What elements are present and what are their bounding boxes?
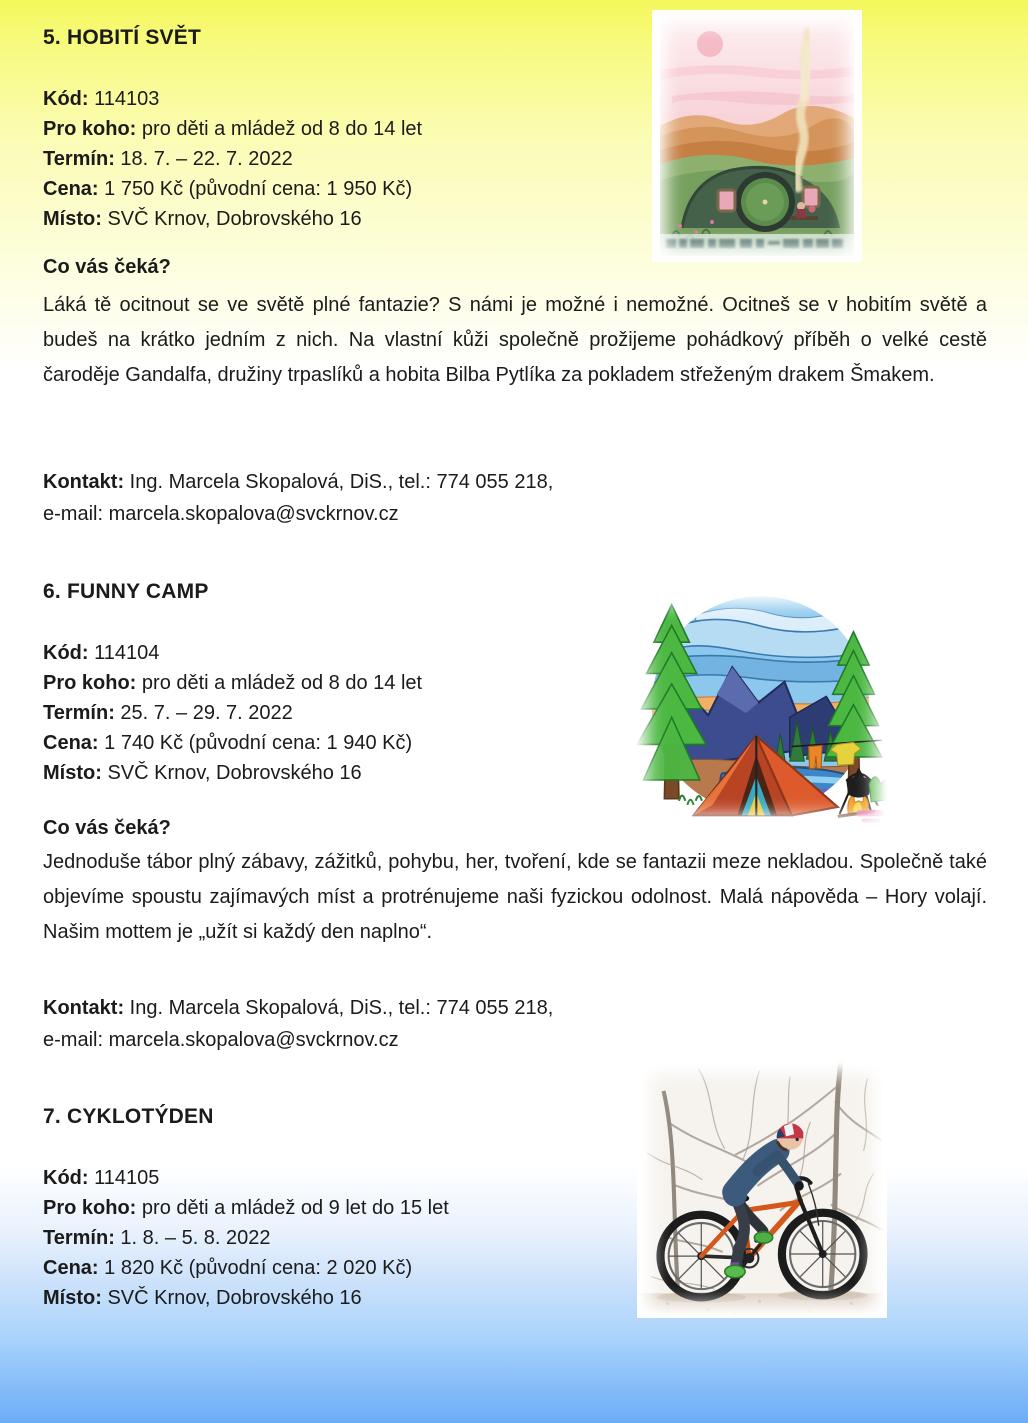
price-label: Cena: bbox=[43, 732, 99, 754]
for-whom-value: pro děti a mládež od 8 do 14 let bbox=[141, 118, 423, 140]
price-label: Cena: bbox=[43, 1257, 99, 1279]
contact-value: Ing. Marcela Skopalová, DiS., tel.: 774 055 218, bbox=[129, 997, 554, 1019]
detail-row-place bbox=[43, 1283, 449, 1313]
detail-row-term bbox=[43, 698, 422, 728]
code-value: 114105 bbox=[94, 1167, 160, 1189]
detail-row-code bbox=[43, 84, 422, 114]
section-5-contact bbox=[43, 466, 553, 530]
section-7-title: 7. CYKLOTÝDEN bbox=[43, 1105, 214, 1128]
section-7-details bbox=[43, 1163, 449, 1313]
code-value: 114104 bbox=[94, 642, 160, 664]
section-5-title: 5. HOBITÍ SVĚT bbox=[43, 26, 201, 49]
detail-row-term bbox=[43, 144, 422, 174]
contact-label: Kontakt: bbox=[43, 471, 125, 493]
place-value: SVČ Krnov, Dobrovského 16 bbox=[107, 762, 362, 784]
email-label: e-mail: bbox=[43, 1029, 104, 1051]
contact-label: Kontakt: bbox=[43, 997, 125, 1019]
term-value: 25. 7. – 29. 7. 2022 bbox=[120, 702, 293, 724]
contact-line bbox=[43, 466, 553, 498]
section-6-what-awaits-heading: Co vás čeká? bbox=[43, 817, 171, 839]
section-6-details bbox=[43, 638, 422, 788]
boy-on-bike-photo bbox=[637, 1060, 887, 1318]
contact-email-line bbox=[43, 1024, 553, 1056]
contact-email-line bbox=[43, 498, 553, 530]
code-value: 114103 bbox=[94, 88, 160, 110]
for-whom-label: Pro koho: bbox=[43, 672, 137, 694]
price-value: 1 820 Kč (původní cena: 2 020 Kč) bbox=[104, 1257, 413, 1279]
section-5-what-awaits-heading: Co vás čeká? bbox=[43, 256, 171, 278]
place-label: Místo: bbox=[43, 208, 102, 230]
code-label: Kód: bbox=[43, 642, 89, 664]
term-value: 18. 7. – 22. 7. 2022 bbox=[120, 148, 293, 170]
section-6-contact bbox=[43, 992, 553, 1056]
price-value: 1 740 Kč (původní cena: 1 940 Kč) bbox=[104, 732, 413, 754]
section-6-title: 6. FUNNY CAMP bbox=[43, 580, 209, 603]
for-whom-value: pro děti a mládež od 9 let do 15 let bbox=[141, 1197, 449, 1219]
for-whom-label: Pro koho: bbox=[43, 118, 137, 140]
section-5-details bbox=[43, 84, 422, 234]
place-label: Místo: bbox=[43, 762, 102, 784]
detail-row-price bbox=[43, 174, 422, 204]
place-label: Místo: bbox=[43, 1287, 102, 1309]
price-value: 1 750 Kč (původní cena: 1 950 Kč) bbox=[104, 178, 413, 200]
detail-row-place bbox=[43, 204, 422, 234]
email-value: marcela.skopalova@svckrnov.cz bbox=[108, 503, 399, 525]
place-value: SVČ Krnov, Dobrovského 16 bbox=[107, 1287, 362, 1309]
detail-row-place bbox=[43, 758, 422, 788]
contact-line bbox=[43, 992, 553, 1024]
detail-row-for-whom bbox=[43, 668, 422, 698]
detail-row-code bbox=[43, 1163, 449, 1193]
detail-row-price bbox=[43, 1253, 449, 1283]
price-label: Cena: bbox=[43, 178, 99, 200]
email-value: marcela.skopalova@svckrnov.cz bbox=[108, 1029, 399, 1051]
section-5-description: Láká tě ocitnout se ve světě plné fantazie? S námi je možné i nemožné. Ocitneš se v hobitím světě a budeš na krátko jedním z nich. Na vlastní kůži společně prožijeme pohádkový příběh o velké cestě čaroděje Gandalfa, družiny trpaslíků a hobita Bilba Pytlíka za pokladem střeženým drakem Šmakem. bbox=[43, 294, 987, 386]
email-label: e-mail: bbox=[43, 503, 104, 525]
for-whom-label: Pro koho: bbox=[43, 1197, 137, 1219]
code-label: Kód: bbox=[43, 88, 89, 110]
detail-row-price bbox=[43, 728, 422, 758]
detail-row-for-whom bbox=[43, 114, 422, 144]
for-whom-value: pro děti a mládež od 8 do 14 let bbox=[141, 672, 423, 694]
contact-value: Ing. Marcela Skopalová, DiS., tel.: 774 055 218, bbox=[129, 471, 554, 493]
detail-row-code bbox=[43, 638, 422, 668]
term-value: 1. 8. – 5. 8. 2022 bbox=[120, 1227, 271, 1249]
camp-scene-illustration bbox=[633, 590, 889, 830]
term-label: Termín: bbox=[43, 148, 115, 170]
term-label: Termín: bbox=[43, 1227, 115, 1249]
hobbit-house-illustration bbox=[652, 10, 862, 262]
place-value: SVČ Krnov, Dobrovského 16 bbox=[107, 208, 362, 230]
term-label: Termín: bbox=[43, 702, 115, 724]
detail-row-for-whom bbox=[43, 1193, 449, 1223]
section-6-description: Jednoduše tábor plný zábavy, zážitků, pohybu, her, tvoření, kde se fantazii meze nekladou. Společně také objevíme spoustu zajímavých míst a protrénujeme naši fyzickou odolnost. Malá nápověda – Hory volají. Našim mottem je „užít si každý den naplno“. bbox=[43, 851, 987, 943]
code-label: Kód: bbox=[43, 1167, 89, 1189]
detail-row-term bbox=[43, 1223, 449, 1253]
